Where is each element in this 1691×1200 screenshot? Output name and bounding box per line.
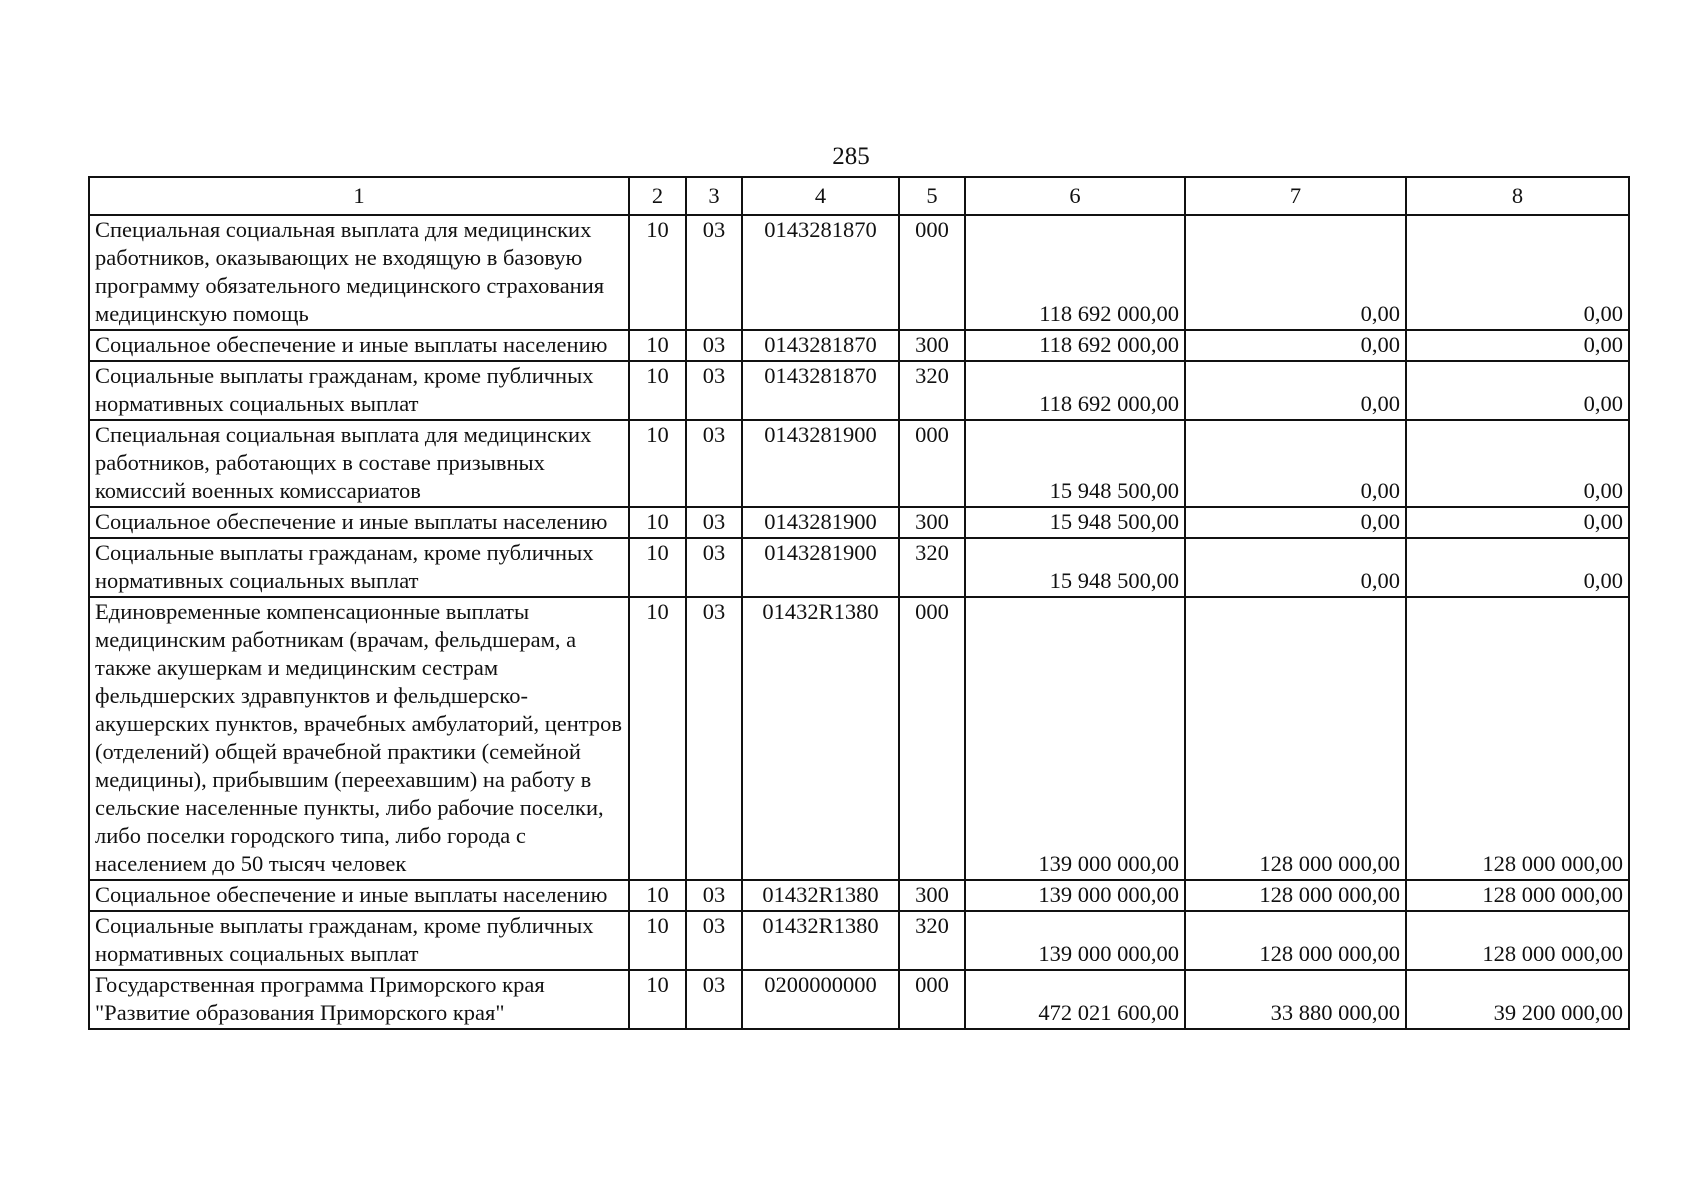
table-row <box>89 420 1629 507</box>
budget-table <box>88 176 1630 1030</box>
section-code: 10 <box>629 880 686 911</box>
amount-col-6: 139 000 000,00 <box>965 911 1185 970</box>
row-name: Социальное обеспечение и иные выплаты населению <box>89 330 629 361</box>
subsection-code: 03 <box>686 330 742 361</box>
page-number: 285 <box>832 143 870 170</box>
amount-col-6: 139 000 000,00 <box>965 597 1185 880</box>
amount-col-6: 139 000 000,00 <box>965 880 1185 911</box>
table-row <box>89 911 1629 970</box>
header-row <box>89 177 1629 215</box>
expense-type-code: 000 <box>899 597 965 880</box>
section-code: 10 <box>629 361 686 420</box>
amount-col-6: 15 948 500,00 <box>965 507 1185 538</box>
amount-col-7: 0,00 <box>1185 420 1406 507</box>
row-name: Социальные выплаты гражданам, кроме публичных нормативных социальных выплат <box>89 361 629 420</box>
row-name: Специальная социальная выплата для медицинских работников, работающих в составе призывных комиссий военных комиссариатов <box>89 420 629 507</box>
amount-col-7: 128 000 000,00 <box>1185 911 1406 970</box>
amount-col-7: 0,00 <box>1185 507 1406 538</box>
amount-col-7: 128 000 000,00 <box>1185 597 1406 880</box>
amount-col-8: 0,00 <box>1406 538 1629 597</box>
expense-type-code: 000 <box>899 215 965 330</box>
table-row <box>89 215 1629 330</box>
amount-col-8: 0,00 <box>1406 507 1629 538</box>
column-header: 5 <box>899 177 965 215</box>
amount-col-7: 0,00 <box>1185 330 1406 361</box>
subsection-code: 03 <box>686 215 742 330</box>
amount-col-7: 0,00 <box>1185 215 1406 330</box>
section-code: 10 <box>629 215 686 330</box>
target-article-code: 0143281870 <box>742 361 899 420</box>
amount-col-8: 0,00 <box>1406 420 1629 507</box>
section-code: 10 <box>629 911 686 970</box>
amount-col-8: 128 000 000,00 <box>1406 911 1629 970</box>
amount-col-8: 128 000 000,00 <box>1406 597 1629 880</box>
column-header: 1 <box>89 177 629 215</box>
amount-col-7: 128 000 000,00 <box>1185 880 1406 911</box>
expense-type-code: 320 <box>899 538 965 597</box>
target-article-code: 0143281870 <box>742 215 899 330</box>
subsection-code: 03 <box>686 970 742 1029</box>
table-row <box>89 507 1629 538</box>
column-header: 3 <box>686 177 742 215</box>
target-article-code: 01432R1380 <box>742 911 899 970</box>
amount-col-8: 0,00 <box>1406 361 1629 420</box>
row-name: Социальные выплаты гражданам, кроме публичных нормативных социальных выплат <box>89 911 629 970</box>
column-header: 8 <box>1406 177 1629 215</box>
target-article-code: 0143281900 <box>742 420 899 507</box>
amount-col-6: 118 692 000,00 <box>965 361 1185 420</box>
table-row <box>89 970 1629 1029</box>
expense-type-code: 300 <box>899 330 965 361</box>
subsection-code: 03 <box>686 911 742 970</box>
row-name: Специальная социальная выплата для медицинских работников, оказывающих не входящую в базовую программу обязательного медицинского страхования медицинскую помощь <box>89 215 629 330</box>
table-row <box>89 880 1629 911</box>
table-row <box>89 538 1629 597</box>
expense-type-code: 320 <box>899 361 965 420</box>
amount-col-7: 0,00 <box>1185 538 1406 597</box>
expense-type-code: 000 <box>899 420 965 507</box>
amount-col-6: 15 948 500,00 <box>965 420 1185 507</box>
subsection-code: 03 <box>686 597 742 880</box>
target-article-code: 0200000000 <box>742 970 899 1029</box>
column-header: 6 <box>965 177 1185 215</box>
section-code: 10 <box>629 597 686 880</box>
column-header: 2 <box>629 177 686 215</box>
column-header: 4 <box>742 177 899 215</box>
row-name: Социальное обеспечение и иные выплаты населению <box>89 880 629 911</box>
row-name: Социальное обеспечение и иные выплаты населению <box>89 507 629 538</box>
subsection-code: 03 <box>686 538 742 597</box>
subsection-code: 03 <box>686 420 742 507</box>
amount-col-7: 33 880 000,00 <box>1185 970 1406 1029</box>
expense-type-code: 320 <box>899 911 965 970</box>
target-article-code: 0143281900 <box>742 507 899 538</box>
subsection-code: 03 <box>686 361 742 420</box>
column-header: 7 <box>1185 177 1406 215</box>
section-code: 10 <box>629 538 686 597</box>
row-name: Государственная программа Приморского края "Развитие образования Приморского края" <box>89 970 629 1029</box>
subsection-code: 03 <box>686 507 742 538</box>
amount-col-8: 39 200 000,00 <box>1406 970 1629 1029</box>
amount-col-7: 0,00 <box>1185 361 1406 420</box>
amount-col-8: 0,00 <box>1406 215 1629 330</box>
section-code: 10 <box>629 330 686 361</box>
amount-col-8: 0,00 <box>1406 330 1629 361</box>
table-row <box>89 361 1629 420</box>
table-row <box>89 597 1629 880</box>
row-name: Единовременные компенсационные выплаты медицинским работникам (врачам, фельдшерам, а также акушеркам и медицинским сестрам фельдшерских здравпунктов и фельдшерско-акушерских пунктов, врачебных амбулаторий, центров (отделений) общей врачебной практики (семейной медицины), прибывшим (переехавшим) на работу в сельские населенные пункты, либо рабочие поселки, либо поселки городского типа, либо города с населением до 50 тысяч человек <box>89 597 629 880</box>
section-code: 10 <box>629 970 686 1029</box>
expense-type-code: 300 <box>899 507 965 538</box>
target-article-code: 01432R1380 <box>742 880 899 911</box>
amount-col-8: 128 000 000,00 <box>1406 880 1629 911</box>
section-code: 10 <box>629 507 686 538</box>
subsection-code: 03 <box>686 880 742 911</box>
section-code: 10 <box>629 420 686 507</box>
amount-col-6: 118 692 000,00 <box>965 215 1185 330</box>
target-article-code: 01432R1380 <box>742 597 899 880</box>
table-row <box>89 330 1629 361</box>
target-article-code: 0143281870 <box>742 330 899 361</box>
amount-col-6: 15 948 500,00 <box>965 538 1185 597</box>
row-name: Социальные выплаты гражданам, кроме публичных нормативных социальных выплат <box>89 538 629 597</box>
expense-type-code: 300 <box>899 880 965 911</box>
amount-col-6: 118 692 000,00 <box>965 330 1185 361</box>
amount-col-6: 472 021 600,00 <box>965 970 1185 1029</box>
target-article-code: 0143281900 <box>742 538 899 597</box>
expense-type-code: 000 <box>899 970 965 1029</box>
